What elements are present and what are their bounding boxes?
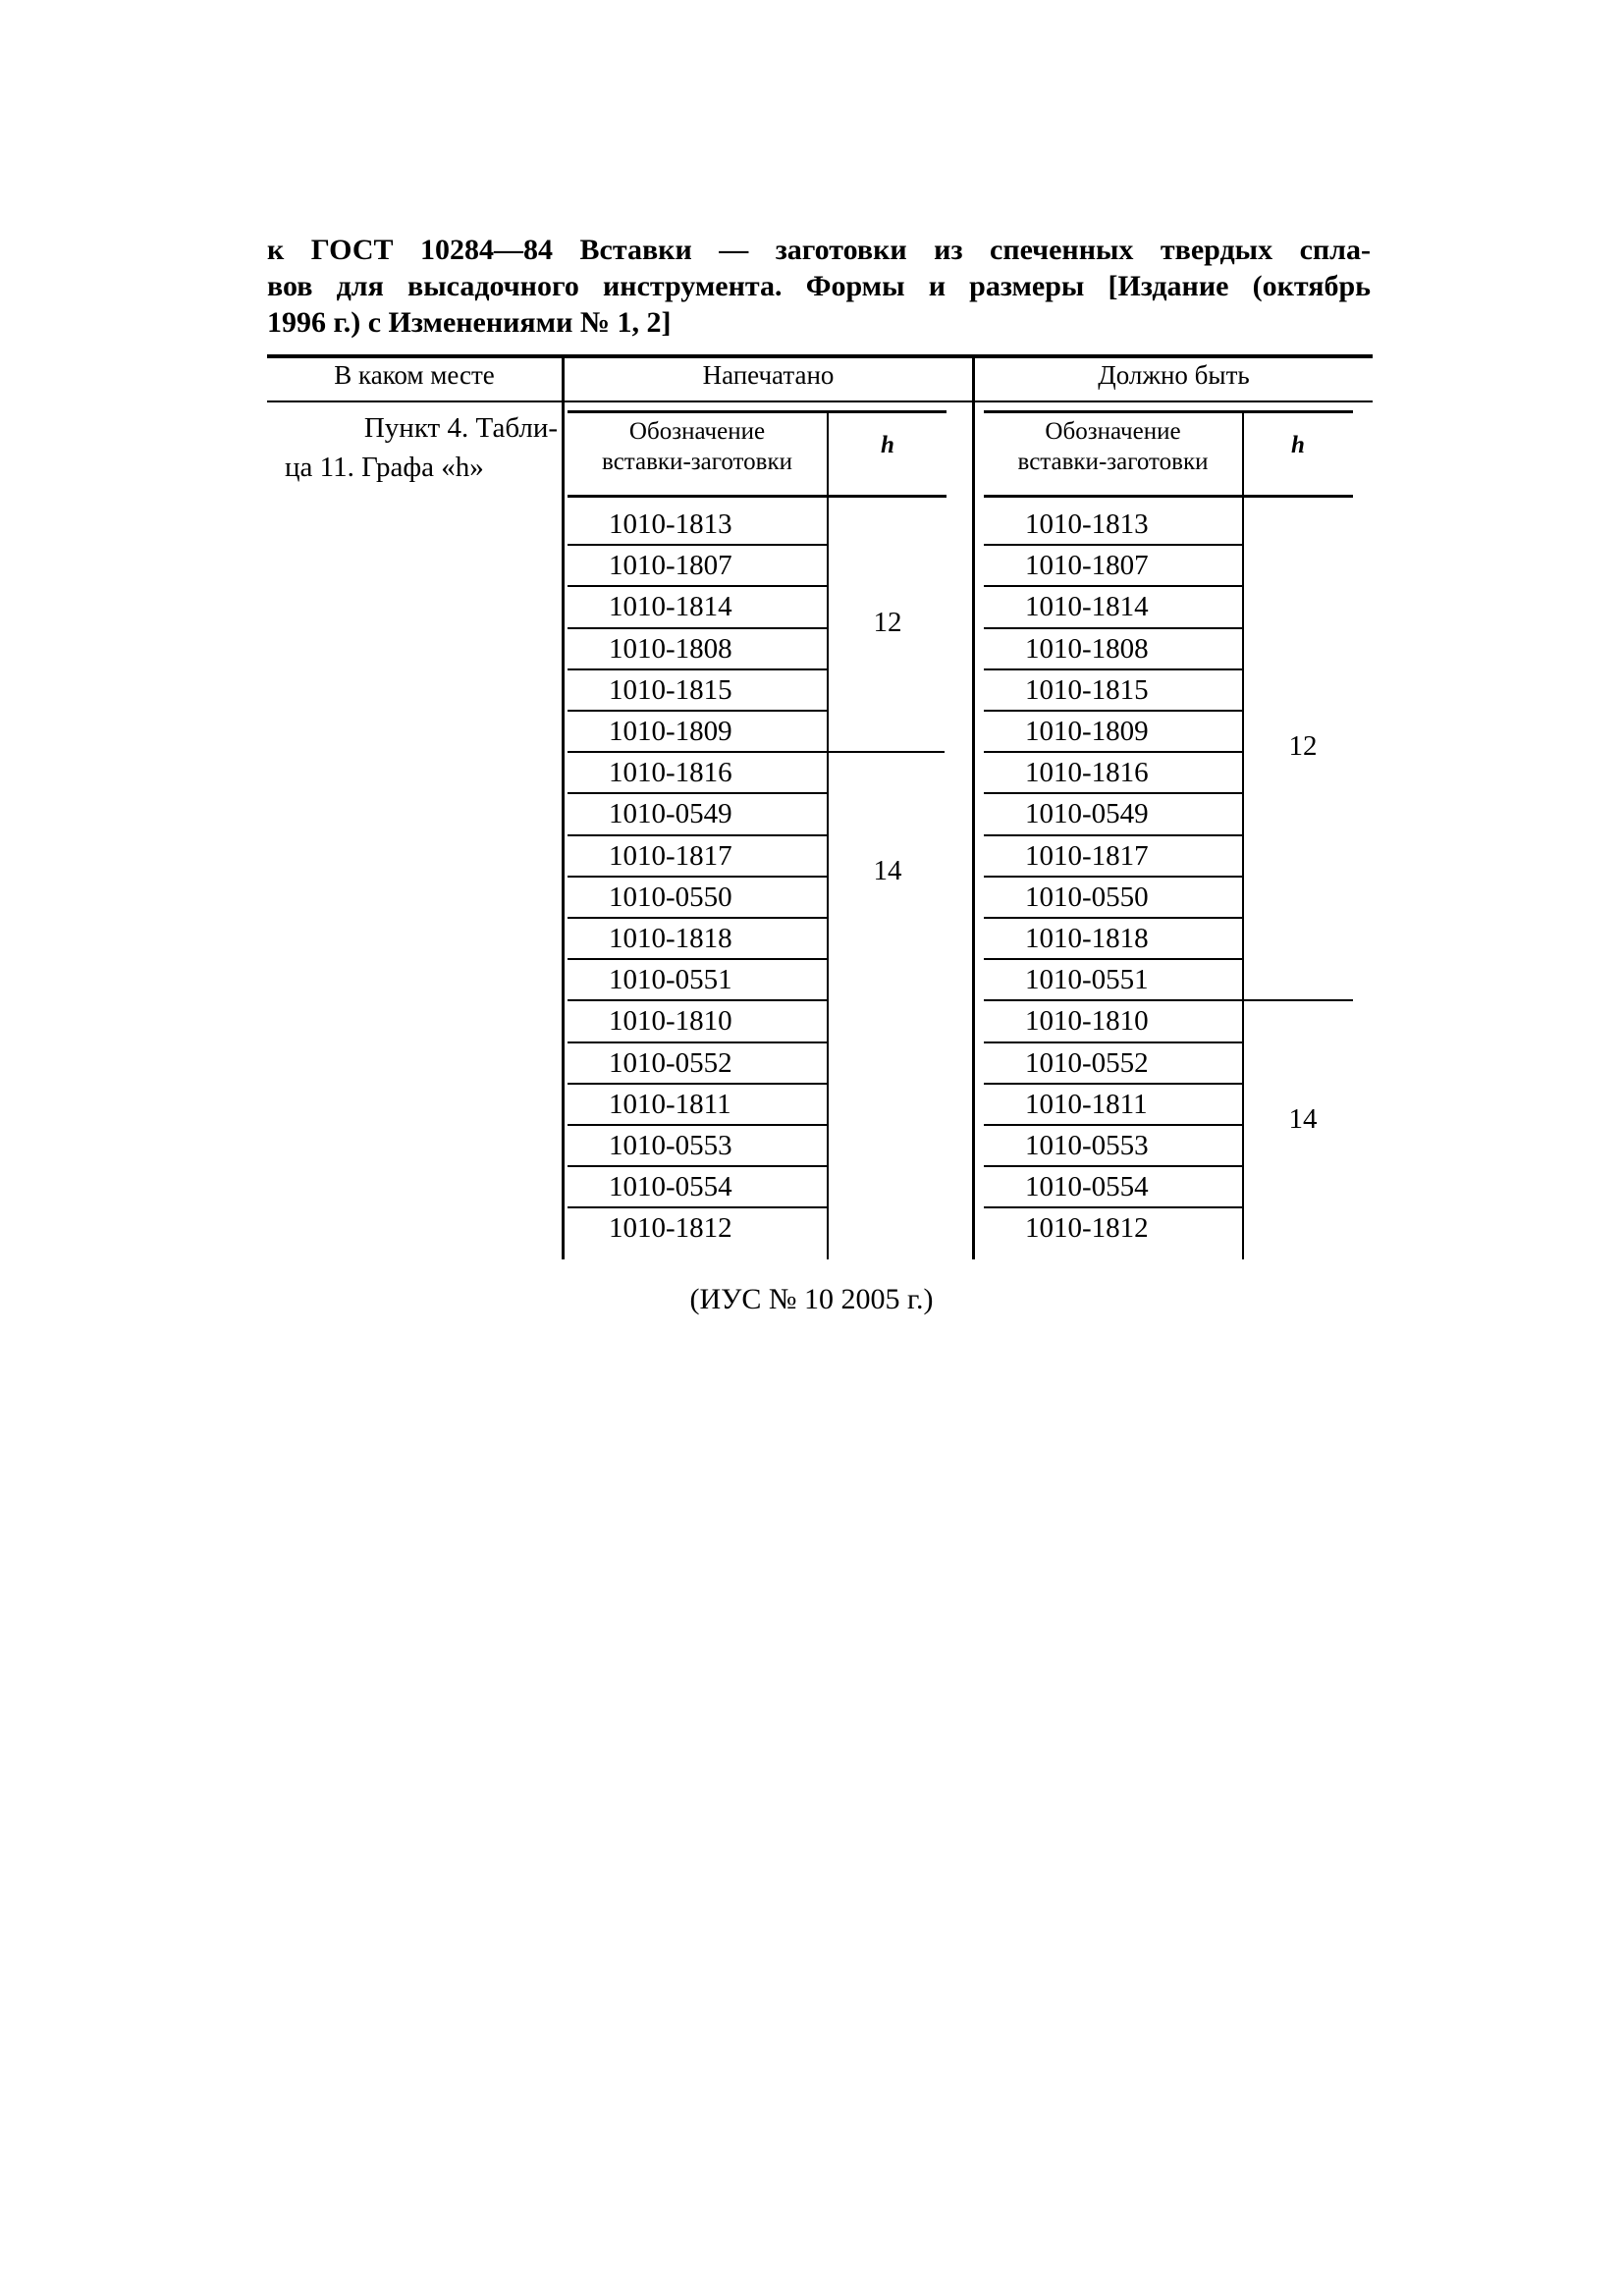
designation-cell: 1010-1810 [609,1005,732,1038]
title-line: к ГОСТ 10284—84 Вставки — заготовки из спеченных твердых спла- [267,234,1371,266]
designation-cell: 1010-1808 [1025,632,1149,665]
subtable-h-divider [1242,495,1244,1259]
designation-cell: 1010-1815 [609,673,732,706]
location-line: ца 11. Графа «h» [285,452,484,483]
designation-cell: 1010-1810 [1025,1005,1149,1038]
designation-header-line: Обозначение [628,418,766,445]
designation-cell: 1010-0553 [1025,1130,1149,1161]
designation-header-line: Обозначение [1045,418,1181,445]
h-value-cell: 14 [1288,1103,1318,1135]
designation-cell: 1010-1813 [1025,508,1149,540]
designation-cell: 1010-1816 [1025,757,1149,789]
subtable-header-rule [984,495,1353,498]
designation-cell: 1010-0550 [609,881,732,913]
designation-cell: 1010-1812 [1025,1212,1149,1245]
designation-header [568,416,827,477]
subtable-right-border [972,400,975,1259]
designation-cell: 1010-1807 [1025,550,1149,582]
subtable-left-border [562,400,565,1259]
document-title [267,232,1371,341]
designation-cell: 1010-0550 [1025,881,1149,913]
designation-cell: 1010-1816 [609,757,732,789]
designation-cell: 1010-1811 [609,1088,731,1120]
h-value-cell: 12 [873,606,902,638]
h-value-cell: 14 [873,854,902,886]
designation-cell: 1010-1813 [609,508,732,540]
subtable-header-rule [568,495,947,498]
designation-cell: 1010-0551 [1025,964,1149,996]
location-line: Пункт 4. Табли- [363,412,558,444]
designation-cell: 1010-1809 [1025,716,1149,747]
designation-cell: 1010-0552 [609,1046,732,1079]
designation-cell: 1010-1807 [609,550,732,582]
title-line: вов для высадочного инструмента. Формы и размеры [Издание (октябрь [267,270,1371,302]
designation-header-line: вставки-заготовки [602,449,792,475]
h-value-cell: 12 [1288,730,1318,763]
designation-cell: 1010-0554 [1025,1171,1149,1203]
header-location: В каком месте [334,360,495,390]
designation-cell: 1010-1812 [609,1212,732,1245]
designation-cell: 1010-1818 [609,923,732,954]
designation-cell: 1010-1817 [1025,839,1149,872]
designation-header [984,416,1242,477]
header-should-be: Должно быть [1098,360,1250,390]
title-line: 1996 г.) с Изменениями № 1, 2] [267,306,672,339]
designation-cell: 1010-0551 [609,964,732,996]
table-top-rule [267,354,1373,358]
group-rule [829,751,945,753]
header-printed: Напечатано [702,360,835,390]
designation-cell: 1010-1815 [1025,673,1149,706]
designation-cell: 1010-1818 [1025,923,1149,954]
designation-header-line: вставки-заготовки [1017,449,1209,475]
location-cell [273,408,558,487]
designation-cell: 1010-0554 [609,1171,732,1203]
designation-cell: 1010-1811 [1025,1088,1148,1120]
designation-cell: 1010-1814 [1025,591,1149,623]
designation-cell: 1010-0549 [1025,798,1149,830]
footer-note: (ИУС № 10 2005 г.) [689,1283,934,1315]
designation-cell: 1010-1817 [609,839,732,872]
designation-cell: 1010-1808 [609,632,732,665]
h-header: h [881,432,894,458]
group-rule [1244,999,1353,1001]
designation-cell: 1010-0549 [609,798,732,830]
designation-cell: 1010-1814 [609,591,732,623]
table-header-rule [267,400,1373,402]
subtable-top-rule [568,410,947,413]
designation-cell: 1010-0553 [609,1130,732,1161]
designation-cell: 1010-1809 [609,716,732,747]
h-header: h [1291,432,1305,458]
designation-cell: 1010-0552 [1025,1046,1149,1079]
subtable-top-rule [984,410,1353,413]
